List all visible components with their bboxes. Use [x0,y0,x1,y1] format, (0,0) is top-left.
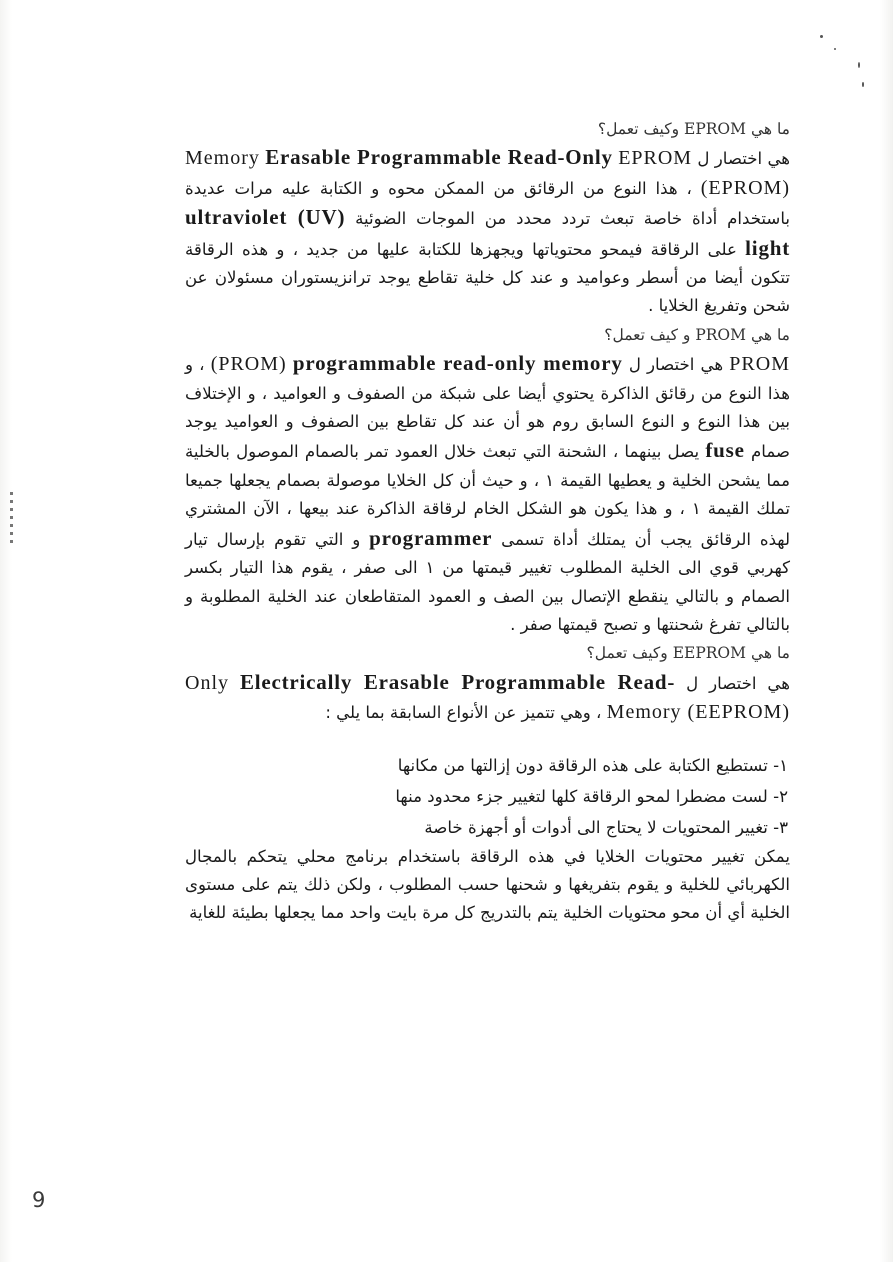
eprom-question: ما هي EPROM وكيف تعمل؟ [597,120,790,138]
eeprom-closing-paragraph: يمكن تغيير محتويات الخلايا في هذه الرقاقة باستخدام برنامج محلي يتحكم بالمجال الكهربائي للخلية و يقوم بتفريغها و شحنها حسب المطلوب ، ولكن ذلك يتم على مستوى الخلية أي أن محو محتويات الخلية يتم بالتدريج كل مرة بايت واحد مما يجعلها بطيئة للغاية [185,846,790,923]
document-body [185,115,790,928]
eprom-expansion: Erasable Programmable Read-Only [265,145,613,170]
scan-speck [820,35,823,38]
list-item: ١- تستطيع الكتابة على هذه الرقاقة دون إزالتها من مكانها [397,755,788,775]
prom-intro: هي اختصار ل [628,355,724,375]
prom-question: ما هي PROM و كيف تعمل؟ [604,325,790,344]
prom-fuse-term: fuse [705,438,745,463]
eprom-term: EPROM [618,147,693,170]
prom-expansion: programmable read-only memory [292,351,623,376]
eeprom-intro: هي اختصار ل [686,673,790,693]
eprom-body-b: على الرقاقة فيمحو محتوياتها ويجهزها للكتابة عليها من جديد ، و هذه الرقاقة تتكون أيضا من أسطر وعواميد و عند كل خلية تقاطع يوجد ترانزيستوران مسئولان عن شحن وتفريغ الخلايا . [185,239,790,316]
scan-speck [834,48,836,50]
eeprom-expansion: Electrically Erasable Programmable Read- [239,669,676,694]
list-item: ٣- تغيير المحتويات لا يحتاج الى أدوات أو أجهزة خاصة [424,817,788,837]
prom-programmer-term: programmer [369,525,493,550]
eeprom-body-a: ، وهي تتميز عن الأنواع السابقة بما يلي : [325,703,602,723]
list-item: ٢- لست مضطرا لمحو الرقاقة كلها لتغيير جزء محدود منها [395,786,788,806]
prom-expansion-cont: (PROM) [210,353,287,376]
binding-marks [10,492,13,544]
prom-body-b: يصل بينهما ، الشحنة التي تبعث خلال العمود تمر بالصمام الموصول بالخلية مما يشحن الخلية و يعطيها القيمة ١ ، و حيث أن كل الخلايا موصولة بصمام يجعلها جميعا تملك القيمة ١ ، و هذا يكون هو الشكل الخام لرقاقة الذاكرة عند بيعها ، الآن المشتري لهذه الرقائق يجب أن يمتلك أداة تسمى [185,442,791,549]
eeprom-expansion-cont: Only Memory (EEPROM) [185,671,790,724]
prom-body-c: و التي تقوم بإرسال تيار كهربي قوي الى الخلية المطلوب تغيير قيمتها من ١ الى صفر ، يقوم هذا التيار بكسر الصمام و بالتالي ينقطع الإتصال بين الصف و العمود المتقاطعان عند الخلية المطلوبة و بالتالي تفرغ شحنتها و تصبح قيمتها صفر . [185,529,791,634]
eprom-body-a: ، هذا النوع من الرقائق من الممكن محوه و الكتابة عليه مرات عديدة باستخدام أداة خاصة تبعث تردد محدد من الموجات الضوئية [185,178,790,229]
eeprom-question: ما هي EEPROM وكيف تعمل؟ [586,644,790,663]
eprom-uv-term: ultraviolet (UV) light [185,205,791,260]
eprom-intro: هي اختصار ل [697,149,791,169]
scan-speck [858,62,860,68]
scan-speck [862,82,864,87]
prom-body-a: ، و هذا النوع من رقائق الذاكرة يحتوي أيضا على شبكة من الصفوف و العواميد ، و الإختلاف بين هذا النوع و النوع السابق روم هو أن عند كل تقاطع بين الصفوف و العواميد يوجد صمام [185,355,790,462]
prom-term: PROM [729,353,790,376]
prom-paragraph [185,349,790,639]
spacer [185,728,790,750]
eprom-expansion-cont: Memory (EPROM) [185,147,790,199]
eeprom-paragraph [185,668,790,728]
page-number: 9 [32,1188,46,1212]
eprom-paragraph [185,143,790,320]
eeprom-feature-list [185,750,790,843]
